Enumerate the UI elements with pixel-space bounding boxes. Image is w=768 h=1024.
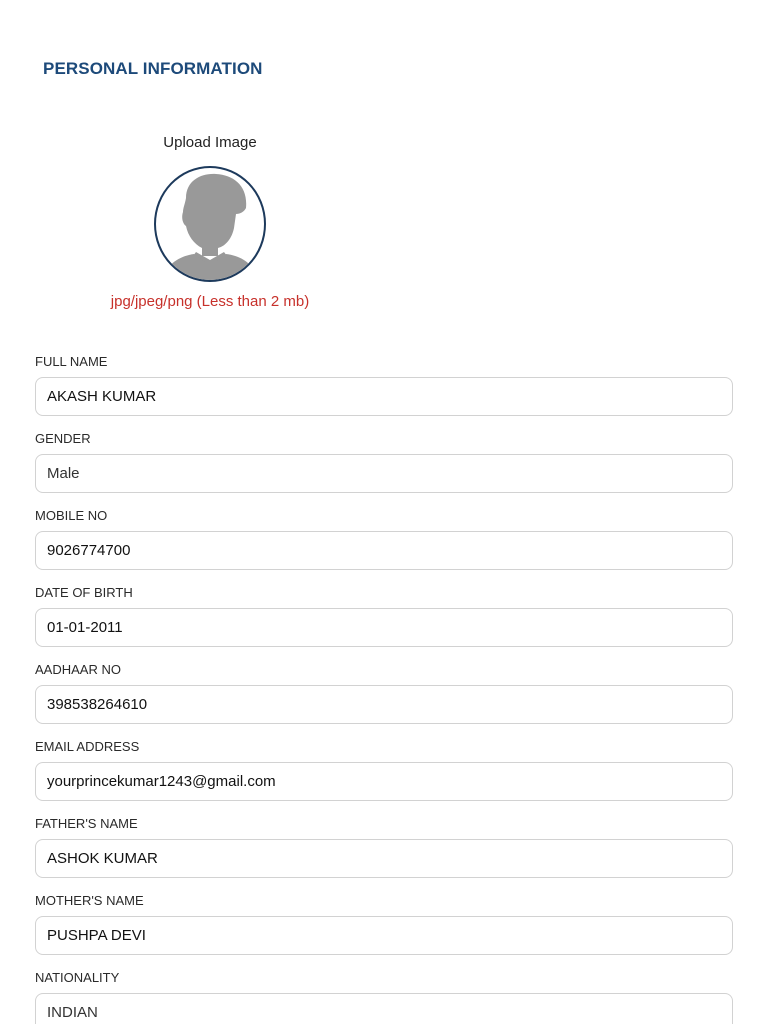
- nationality-label: NATIONALITY: [35, 970, 120, 985]
- mobile-no-label: MOBILE NO: [35, 508, 108, 523]
- gender-label: GENDER: [35, 431, 91, 446]
- file-type-hint: jpg/jpeg/png (Less than 2 mb): [110, 293, 310, 310]
- mobile-no-input[interactable]: [35, 531, 733, 570]
- person-silhouette-icon: [156, 168, 264, 280]
- image-upload-block: [90, 132, 330, 313]
- gender-selected-value: Male: [47, 465, 80, 482]
- personal-info-form: [35, 353, 733, 1024]
- fathers-name-input[interactable]: [35, 839, 733, 878]
- aadhaar-no-input[interactable]: [35, 685, 733, 724]
- nationality-selected-value: INDIAN: [47, 1004, 98, 1021]
- mothers-name-label: MOTHER'S NAME: [35, 893, 144, 908]
- fathers-name-label: FATHER'S NAME: [35, 816, 138, 831]
- aadhaar-no-label: AADHAAR NO: [35, 662, 121, 677]
- section-title: PERSONAL INFORMATION: [43, 59, 263, 78]
- full-name-input[interactable]: [35, 377, 733, 416]
- upload-image-label: Upload Image: [163, 134, 257, 151]
- nationality-select[interactable]: [35, 993, 733, 1024]
- gender-select[interactable]: [35, 454, 733, 493]
- avatar-upload-button[interactable]: [154, 166, 266, 282]
- email-address-label: EMAIL ADDRESS: [35, 739, 140, 754]
- email-address-input[interactable]: [35, 762, 733, 801]
- full-name-label: FULL NAME: [35, 354, 108, 369]
- mothers-name-input[interactable]: [35, 916, 733, 955]
- date-of-birth-label: DATE OF BIRTH: [35, 585, 133, 600]
- date-of-birth-input[interactable]: [35, 608, 733, 647]
